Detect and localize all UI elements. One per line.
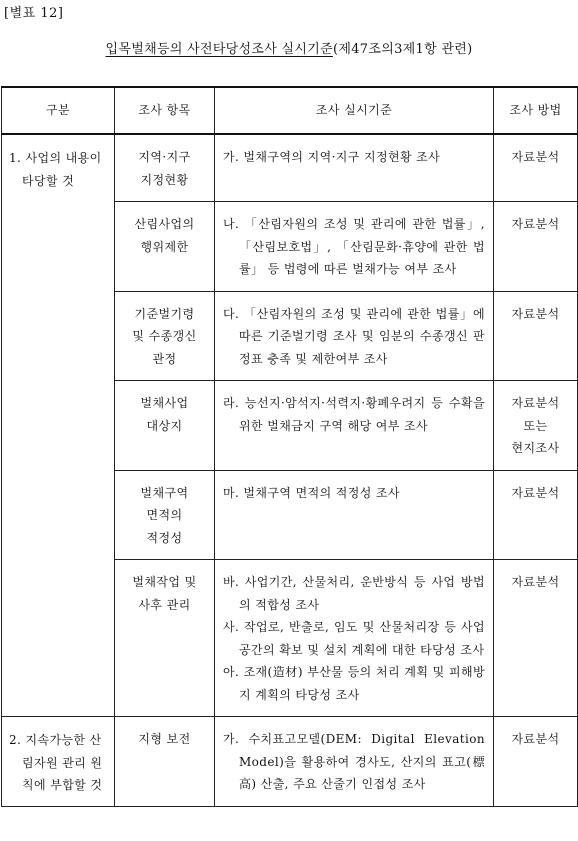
survey-standard-text: 마. 벌채구역 면적의 적정성 조사 — [223, 485, 400, 500]
survey-standard-cell — [215, 470, 494, 560]
category-cell — [2, 717, 115, 807]
survey-standard-text: 사. 작업로, 반출로, 임도 및 산물처리장 등 사업 공간의 확보 및 설치 계획에 대한 타당성 조사 — [223, 620, 485, 657]
survey-item-cell: 기준벌기령 및 수종갱신 관정 — [115, 291, 215, 381]
column-header-survey-method: 조사 방법 — [494, 87, 578, 134]
survey-standard-cell — [215, 134, 494, 202]
survey-method-cell: 자료분석 — [494, 134, 578, 202]
column-header-category: 구분 — [2, 87, 115, 134]
survey-standard-text: 가. 벌채구역의 지역·지구 지정현황 조사 — [223, 150, 441, 164]
survey-standard-cell — [215, 202, 494, 292]
column-header-survey-standard: 조사 실시기준 — [215, 87, 494, 134]
survey-criteria-table — [1, 86, 578, 807]
table-row — [2, 134, 578, 202]
survey-method-cell: 자료분석 — [494, 717, 578, 807]
category-cell — [2, 134, 115, 717]
survey-standard-text: 다. 「산림자원의 조성 및 관리에 관한 법률」에 따른 기준벌기령 조사 및 임분의 수종갱신 판정표 충족 및 제한여부 조사 — [223, 306, 485, 366]
survey-method-cell: 자료분석 — [494, 560, 578, 717]
table-row — [2, 717, 578, 807]
survey-standard-text: 나. 「산림자원의 조성 및 관리에 관한 법률」, 「산림보호법」, 「산림문화·휴양에 관한 법률」 등 법령에 따른 벌채가능 여부 조사 — [223, 217, 485, 276]
survey-standard-text: 바. 사업기간, 산물처리, 운반방식 등 사업 방법의 적합성 조사 — [223, 575, 485, 612]
table-header-row — [2, 87, 578, 134]
appendix-label: [별표 12] — [4, 6, 64, 21]
survey-standard-text: 라. 능선지·암석지·석력지·황폐우려지 등 수확을 위한 벌채금지 구역 해당 여부 조사 — [223, 396, 485, 433]
survey-standard-cell — [215, 717, 494, 807]
category-label: 1. 사업의 내용이 타당할 것 — [9, 151, 102, 188]
survey-method-cell: 자료분석 — [494, 470, 578, 560]
survey-standard-text: 아. 조재(造材) 부산물 등의 처리 계획 및 피해방지 계획의 타당성 조사 — [223, 665, 485, 702]
survey-method-cell: 자료분석 또는 현지조사 — [494, 381, 578, 471]
survey-standard-cell — [215, 291, 494, 381]
survey-method-cell: 자료분석 — [494, 291, 578, 381]
survey-item-cell: 지역·지구 지정현황 — [115, 134, 215, 202]
survey-item-cell: 벌채사업 대상지 — [115, 381, 215, 471]
survey-item-cell: 벌채구역 면적의 적정성 — [115, 470, 215, 560]
category-label: 2. 지속가능한 산림자원 관리 원칙에 부합할 것 — [9, 733, 103, 792]
survey-item-cell: 지형 보전 — [115, 717, 215, 807]
survey-standard-text: 가. 수치표고모델(DEM: Digital Elevation Model)을 활용하여 경사도, 산지의 표고(標高) 산출, 주요 산줄기 인접성 조사 — [223, 732, 485, 791]
survey-standard-cell — [215, 560, 494, 717]
survey-standard-cell — [215, 381, 494, 471]
survey-method-cell: 자료분석 — [494, 202, 578, 292]
document-title-main: 입목벌채등의 사전타당성조사 실시기준 — [105, 42, 333, 57]
survey-item-cell: 산림사업의 행위제한 — [115, 202, 215, 292]
column-header-survey-item: 조사 항목 — [115, 87, 215, 134]
survey-item-cell: 벌채작업 및 사후 관리 — [115, 560, 215, 717]
document-title — [0, 38, 578, 57]
document-title-reference: (제47조의3제1항 관련) — [332, 42, 473, 57]
